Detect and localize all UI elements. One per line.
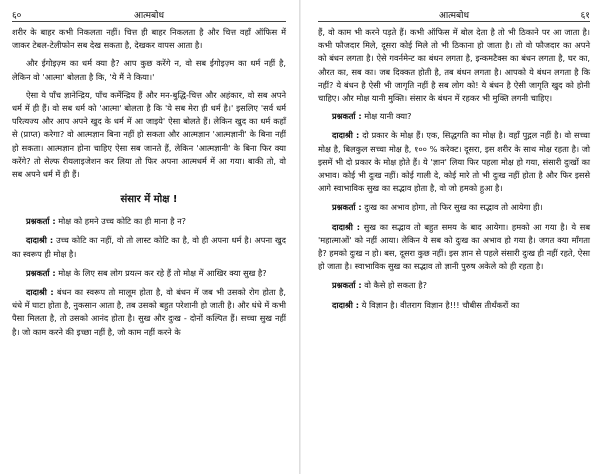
paragraph: हैं, वो काम भी करने पड़ते हैं। कभी ऑफिस में बोल देता है तो भी ठिकाने पर आ जाता है। कभी फौजदार मिले, दूसरा कोई मिले तो भी ठिकाना हो जाता है। तो वो फौजदार का अपने को बंधन लगता है। ऐसे गवर्नमेन्ट का बंधन लगता है, इन्कमटैक्स का बंधन लगता है, घर का, औरत का, सब का। जब दिक्कत होती है, तब बंधन लगता है। आपको ये बंधन लगता है कि नहीं? ये बंधन है ऐसी भी जागृति नहीं है सब लोग को! ये बंधन है ऐसी जागृति खुद को होनी चाहिए। और मोक्ष यानी मुक्ति। संसार के बंधन में रहकर भी मुक्ति लगनी चाहिए। [318,27,590,104]
right-page-number: ६१ [580,11,590,21]
dialogue-entry [318,279,590,292]
dialogue-entry [318,201,590,214]
speaker-label: दादाश्री : [332,221,361,232]
dialogue-text: मोक्ष के लिए सब लोग प्रयत्न कर रहे हैं तो मोक्ष में आखिर क्या सुख है? [58,267,267,278]
speaker-label: दादाश्री : [26,235,54,246]
section-heading: संसार में मोक्ष ! [120,194,178,206]
right-page-header [318,6,590,22]
dialogue-entry [318,221,590,274]
speaker-label: दादाश्री : [26,287,54,298]
left-page-body [12,26,286,339]
left-page-header [12,6,286,22]
speaker-label: प्रश्नकर्ता : [26,267,56,278]
left-running-title: आत्मबोध [133,11,165,21]
right-page-body [318,26,590,312]
speaker-label: प्रश्नकर्ता : [26,216,56,227]
dialogue-entry [12,215,286,228]
dialogue-text: मोक्ष को हमने उच्च कोटि का ही माना है न? [58,216,186,227]
dialogue-text: वो कैसे हो सकता है? [364,280,427,291]
right-page [300,0,600,474]
dialogue-text: दुःख का अभाव होगा, तो फिर सुख का सद्भाव तो आयेगा ही। [364,202,543,213]
right-running-title: आत्मबोध [438,11,470,21]
paragraph: शरीर के बाहर कभी निकलता नहीं। चित्त ही बाहर निकलता है और चित्त वहाँ ऑफिस में जाकर टेबल-टेलीफोन सब देख सकता है, देखकर वापस आता है। [12,27,286,51]
dialogue-entry [12,267,286,280]
dialogue-entry [12,234,286,260]
dialogue-text: सुख का सद्भाव तो बहुत समय के बाद आयेगा। हमको आ गया है। ये सब 'महात्माओं' को नहीं आया। लेकिन ये सब को दुःख का अभाव हो गया है। जगत क्या माँगता है? हमको दुःख न हो। बस, दूसरा कुछ नहीं। इस ज्ञान से पहले संसारी दुःख ही नहीं रहते, ऐसा हो जाता है। स्वाभाविक सुख का सद्भाव तो ज्ञानी पुरुष अकेले को ही रहता है। [318,221,590,272]
dialogue-text: ये विज्ञान है। वीतराग विज्ञान है!!! चौबीस तीर्थंकरों का [361,299,520,310]
speaker-label: दादाश्री : [332,299,359,310]
speaker-label: दादाश्री : [332,130,360,141]
speaker-label: प्रश्नकर्ता : [332,202,362,213]
dialogue-text: दो प्रकार के मोक्ष हैं। एक, सिद्धगति का मोक्ष है। वहाँ पुद्गल नहीं है। वो सच्चा मोक्ष है, बिलकुल सच्चा मोक्ष है, १०० % करेक्ट। दूसरा, इस शरीर के साथ मोक्ष रहता है। जो इसमें भी दो प्रकार के मोक्ष होते हैं। ये 'ज्ञान' लिया फिर पहला मोक्ष हो गया, संसारी दुःखों का अभाव। कोई भी दुःख नहीं। कोई गाली दे, कोई मारे तो भी दुःख नहीं होता है और फिर इससे आगे स्वाभाविक सुख का सद्भाव होता है, वो जो हमको हुआ है। [318,130,590,194]
dialogue-text: उच्च कोटि का नहीं, वो तो लास्ट कोटि का है, वो ही अपना धर्म है। अपना खुद का स्वरूप ही मोक्ष है। [12,235,287,259]
dialogue-entry [318,110,590,123]
speaker-label: प्रश्नकर्ता : [332,111,362,122]
paragraph: और ईगोइज़्म का धर्म क्या है? आप कुछ करेंगे न, वो सब ईगोइज़्म का धर्म नहीं है, लेकिन वो 'आत्मा' बोलता है कि, 'ये मैं ने किया।' [12,58,286,82]
dialogue-text: बंधन का स्वरूप तो मालूम होता है, वो बंधन में जब भी उसको रोग होता है, धंधे में घाटा होता है, नुकसान आता है, तब उसको बहुत परेशानी हो जाती है। और धंधे में कभी पैसा मिलता है, तो उसको आनंद होता है। सुख और दुःख - दोनों कल्पित हैं। सच्चा सुख नहीं है। जो काम करने की इच्छा नहीं है, जो काम नहीं करने के [12,287,286,337]
dialogue-entry [318,299,590,312]
dialogue-text: मोक्ष यानी क्या? [364,111,412,122]
dialogue-entry [318,129,590,195]
left-page-number: ६० [12,11,22,21]
speaker-label: प्रश्नकर्ता : [332,280,362,291]
dialogue-entry [12,286,286,339]
paragraph: ऐसा ये पाँच ज्ञानेन्द्रिय, पाँच कर्मेन्द्रिय हैं और मन-बुद्धि-चित्त और अहंकार, वो सब अपने धर्म में ही हैं। वो सब धर्म को 'आत्मा' बोलता है कि 'ये सब मेरा ही धर्म है।' इसलिए 'सर्व धर्म परित्यज्य और आप अपने खुद के धर्म में आ जाइये' ऐसा बोलते हैं। लेकिन खुद का धर्म कहाँ से (प्राप्त) करेगा? वो आत्मज्ञान बिना नहीं हो सकता और आत्मज्ञान 'आत्मज्ञानी' के बिना नहीं हो सकता। आत्मज्ञान होना चाहिए ऐसा सब जानते हैं, लेकिन 'आत्मज्ञानी' के बिना फिर क्या करेंगे? तो सेल्फ रीयलाइजेशन कर लिया तो फिर अपना आत्मधर्म में आ गया। बाकी तो, वो सब अपने धर्म में ही हैं। [12,89,286,180]
